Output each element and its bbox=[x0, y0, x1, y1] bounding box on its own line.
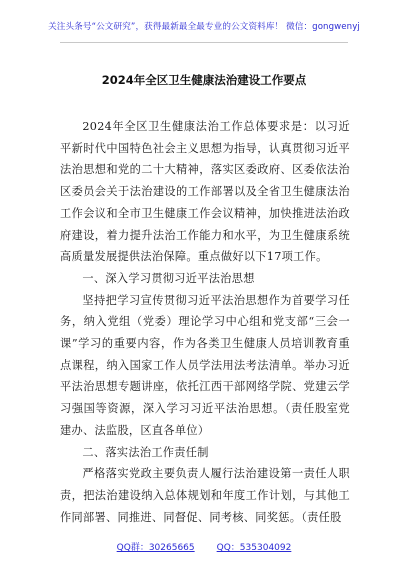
section-1-paragraph: 坚持把学习宣传贯彻习近平法治思想作为首要学习任务，纳入党组（党委）理论学习中心组和党支部“三会一课”学习的重要内容，作为各类卫生健康人员培训教育重点课程，纳入国家工作人员学法用法考法清单。举办习近平法治思想专题讲座，依托江西干部网络学院、党建云学习强国等资源，深入学习习近平法治思想。（责任股室党建办、法监股，区直各单位） bbox=[60, 293, 350, 437]
section-2-heading: 二、落实法治工作责任制 bbox=[82, 445, 209, 459]
qq-link[interactable]: QQ：535304092 bbox=[216, 543, 292, 553]
footer-contact bbox=[0, 540, 408, 553]
intro-paragraph: 2024年全区卫生健康法治工作总体要求是：以习近平新时代中国特色社会主义思想为指导，认真贯彻习近平法治思想和党的二十大精神，落实区委政府、区委依法治区委员会关于法治建设的工作部署以及全省卫生健康法治工作会议和全市卫生健康工作会议精神，加快推进法治政府建设，着力提升法治工作能力和水平，为卫生健康系统高质量发展提供法治保障。重点做好以下17项工作。 bbox=[60, 120, 350, 264]
qq-group-link[interactable]: QQ群：30265665 bbox=[116, 543, 195, 553]
section-1-heading: 一、深入学习贯彻习近平法治思想 bbox=[82, 271, 255, 285]
document-body bbox=[60, 116, 350, 528]
header-note: 关注头条号“公文研究”，获得最新最全最专业的公文资料库！ 微信：gongwenyj bbox=[48, 22, 360, 32]
section-2-paragraph: 严格落实党政主要负责人履行法治建设第一责任人职责，把法治建设纳入总体规划和年度工作计划，与其他工作同部署、同推进、同督促、同考核、同奖惩。（责任股 bbox=[60, 467, 350, 524]
header-divider bbox=[60, 42, 348, 43]
document-title: 2024年全区卫生健康法治建设工作要点 bbox=[101, 73, 307, 87]
